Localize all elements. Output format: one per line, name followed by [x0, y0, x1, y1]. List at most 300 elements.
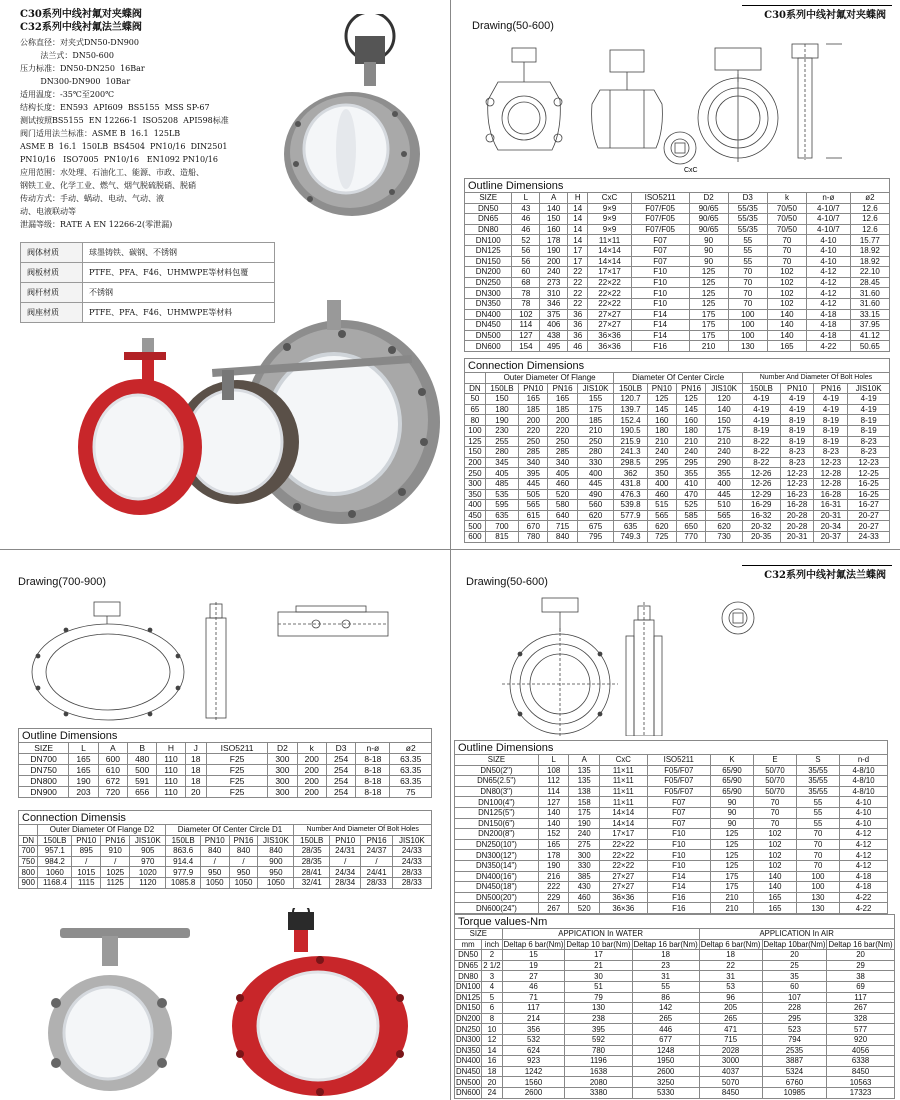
- table-cell: DN100: [456, 982, 481, 992]
- table-cell: 565: [647, 510, 676, 521]
- table-cell: 102: [753, 829, 796, 840]
- group-outer-diameter: Outer Diameter Of Flange: [485, 373, 614, 384]
- table-cell: 51: [565, 981, 632, 992]
- table-cell: 220: [519, 425, 548, 436]
- table-cell: DN500: [456, 1077, 481, 1087]
- table-row: [465, 267, 890, 278]
- table-cell: 240: [647, 447, 676, 458]
- table-cell: 485: [485, 478, 518, 489]
- table-cell: 4-12: [839, 860, 887, 871]
- table-cell: 175: [577, 404, 614, 415]
- table-cell: 1242: [502, 1066, 565, 1077]
- table-cell: F25: [206, 787, 267, 798]
- table-cell: 255: [485, 436, 518, 447]
- table-cell: 36×36: [600, 892, 648, 903]
- table-cell: 16-25: [848, 489, 890, 500]
- table-cell: 3250: [632, 1077, 699, 1088]
- table-cell: 8-23: [848, 447, 890, 458]
- table-cell: F10: [631, 298, 689, 309]
- table-cell: 142: [632, 1003, 699, 1014]
- column-header: JIS10K: [392, 835, 431, 846]
- table-cell: 200: [465, 457, 486, 468]
- table-cell: 125: [689, 267, 728, 278]
- table-cell: 135: [569, 776, 600, 787]
- table-cell: 4-19: [814, 394, 848, 405]
- table-cell: 330: [577, 457, 614, 468]
- table-cell: 8-22: [742, 447, 780, 458]
- table-cell: 125: [465, 436, 486, 447]
- table-cell: 14: [568, 214, 588, 225]
- group-water: APPICATION In WATER: [502, 929, 699, 940]
- table-cell: 14: [568, 224, 588, 235]
- table-cell: 125: [710, 829, 753, 840]
- column-header: PN16: [814, 383, 848, 394]
- column-header: L: [69, 743, 98, 754]
- table-cell: 23: [632, 960, 699, 971]
- table-cell: 55: [796, 807, 839, 818]
- table-cell: 600: [98, 754, 127, 765]
- table-row: [465, 457, 890, 468]
- table-cell: 4-12: [807, 277, 851, 288]
- table-cell: 140: [753, 871, 796, 882]
- table-cell: DN65: [455, 960, 482, 971]
- table-cell: 715: [548, 521, 577, 532]
- column-header: k: [767, 193, 806, 204]
- table-cell: 46: [512, 214, 540, 225]
- table-cell: 8-19: [814, 425, 848, 436]
- table-cell: 16-31: [814, 500, 848, 511]
- table-row: [455, 1034, 895, 1045]
- table-cell: 28/35: [294, 856, 330, 867]
- table-cell: 240: [569, 829, 600, 840]
- column-header: Deltap 16 bar(Nm): [633, 939, 698, 949]
- table-cell: 431.8: [614, 478, 647, 489]
- table-cell: 445: [577, 478, 614, 489]
- table-cell: 20: [185, 787, 206, 798]
- table-cell: 5324: [762, 1066, 827, 1077]
- table-cell: 165: [69, 765, 98, 776]
- column-header: D2: [268, 743, 297, 754]
- table-cell: 300: [268, 787, 297, 798]
- column-header: D3: [728, 193, 767, 204]
- table-cell: 36×36: [588, 341, 631, 352]
- table-cell: 300: [465, 478, 486, 489]
- table-cell: 840: [200, 846, 229, 857]
- table-cell: 16-28: [780, 500, 814, 511]
- column-header: JIS10K: [706, 383, 743, 394]
- table-cell: 14: [568, 235, 588, 246]
- table-cell: 2028: [699, 1045, 762, 1056]
- quadrant-divider-vertical: [450, 0, 451, 1100]
- table-cell: 17×17: [588, 267, 631, 278]
- table-cell: 63.35: [390, 754, 432, 765]
- table-cell: DN300(12"): [455, 850, 539, 861]
- table-row: [465, 489, 890, 500]
- table-row: [465, 245, 890, 256]
- table-cell: 650: [676, 521, 705, 532]
- table-cell: 178: [540, 235, 568, 246]
- table-cell: 70/50: [767, 214, 806, 225]
- table-cell: 41.12: [850, 330, 889, 341]
- table-cell: 28/41: [294, 867, 330, 878]
- table-row: [465, 309, 890, 320]
- material-key: 阀板材质: [21, 263, 83, 283]
- table-cell: 4-10: [839, 807, 887, 818]
- table-cell: 90/65: [689, 224, 728, 235]
- column-header: PN16: [548, 383, 577, 394]
- table-cell: 24/37: [361, 846, 392, 857]
- table-cell: 794: [762, 1034, 827, 1045]
- table-cell: 50: [465, 394, 486, 405]
- table-cell: 720: [98, 787, 127, 798]
- table-cell: 19: [502, 960, 565, 971]
- table-cell: 900: [258, 856, 294, 867]
- table-cell: 395: [565, 1024, 632, 1035]
- table-cell: 18: [185, 754, 206, 765]
- table-cell: 560: [577, 500, 614, 511]
- column-header: JIS10K: [577, 383, 614, 394]
- column-header: ISO5211: [631, 193, 689, 204]
- table-cell: F05/F07: [647, 765, 710, 776]
- column-header: PN10: [647, 383, 676, 394]
- table-cell: 240: [676, 447, 705, 458]
- table-cell: F05/F07: [647, 786, 710, 797]
- table-cell: 250: [577, 436, 614, 447]
- table-cell: 3000: [699, 1056, 762, 1067]
- table-cell: 18: [632, 950, 699, 961]
- table-cell: 24/31: [330, 846, 361, 857]
- table-cell: 840: [229, 846, 258, 857]
- table-cell: 90/65: [689, 203, 728, 214]
- outline-title: Outline Dimensions: [455, 741, 888, 755]
- valve-photo-group: [62, 292, 442, 542]
- group-outer-diameter: Outer Diameter Of Flange D2: [38, 825, 166, 836]
- table-cell: 36×36: [588, 330, 631, 341]
- table-cell: 12-28: [814, 468, 848, 479]
- valve-photo-pair: [20, 908, 440, 1096]
- table-row: [465, 415, 890, 426]
- table-cell: 100: [796, 871, 839, 882]
- table-cell: 470: [676, 489, 705, 500]
- table-cell: 139.7: [614, 404, 647, 415]
- table-cell: 210: [676, 436, 705, 447]
- table-cell: F07/F05: [631, 214, 689, 225]
- table-cell: 675: [577, 521, 614, 532]
- table-cell: 228: [762, 1003, 827, 1014]
- table-cell: 56: [512, 245, 540, 256]
- material-key: 阀杆材质: [21, 283, 83, 303]
- spec-text: 公称直径：对夹式DN50-DN900 法兰式：DN50-600 压力标准：DN50-DN250 16Bar DN300-DN900 10Bar 适用温度：-35℃至200℃ 结构长度：EN593 API609 BS5155 MSS SP-67 测试按照BS5155 EN 12266-1 ISO5208 API598标准 阀门适用法兰标准：ASME B 16.1 125LB ASME B 16.1 150LB BS4504 PN10/16 DIN2501 PN10/16 ISO7005 PN10/16 EN1092 PN10/16 应用范围：水处理、石油化工、能源、市政、造船、 钢铁工业、化学工业、燃气、烟气脱硫脱硝、脱硝 传动方式：手动、蜗动、电动、气动、液 动、电液联动等 泄漏等级：RATE A EN 12266-2(零泄漏): [20, 38, 229, 229]
- table-cell: 100: [728, 309, 767, 320]
- table-cell: 55: [728, 245, 767, 256]
- table-cell: 150: [485, 394, 518, 405]
- table-cell: 577: [827, 1024, 894, 1035]
- table-cell: 4: [482, 981, 502, 992]
- group-blank: [465, 373, 486, 384]
- table-cell: 50.65: [850, 341, 889, 352]
- column-header: JIS10K: [130, 835, 166, 846]
- table-cell: 55/35: [728, 214, 767, 225]
- table-cell: 355: [676, 468, 705, 479]
- table-row: [465, 394, 890, 405]
- table-cell: 267: [538, 903, 569, 914]
- table-cell: 70: [796, 850, 839, 861]
- table-row: [19, 776, 432, 787]
- column-header: PN16: [101, 835, 130, 846]
- table-cell: 125: [689, 298, 728, 309]
- table-cell: 700: [485, 521, 518, 532]
- table-row: [455, 1087, 895, 1098]
- table-cell: 210: [710, 892, 753, 903]
- table-cell: DN350: [465, 298, 512, 309]
- table-cell: 4-19: [848, 394, 890, 405]
- technical-drawing-c30: [470, 40, 890, 175]
- table-cell: 240: [540, 267, 568, 278]
- table-row: [19, 787, 432, 798]
- table-cell: 4-19: [742, 394, 780, 405]
- table-cell: 4-10: [839, 797, 887, 808]
- table-cell: 16-23: [780, 489, 814, 500]
- table-cell: 240: [706, 447, 743, 458]
- table-cell: F10: [647, 829, 710, 840]
- table-cell: 175: [689, 309, 728, 320]
- table-cell: 565: [519, 500, 548, 511]
- table-cell: 63.35: [390, 776, 432, 787]
- table-cell: F10: [647, 860, 710, 871]
- material-value: PTFE、PFA、F46、UHMWPE等材料包覆: [83, 263, 275, 283]
- table-cell: 480: [128, 754, 157, 765]
- table-row: [19, 765, 432, 776]
- column-header: SIZE: [465, 193, 512, 204]
- table-cell: 17×17: [600, 829, 648, 840]
- table-cell: 16-29: [742, 500, 780, 511]
- table-cell: 6: [482, 1003, 502, 1014]
- table-cell: 950: [258, 867, 294, 878]
- table-cell: /: [361, 856, 392, 867]
- table-cell: 24/34: [330, 867, 361, 878]
- table-cell: F25: [206, 754, 267, 765]
- column-header: 150LB: [614, 383, 647, 394]
- table-cell: 78: [512, 298, 540, 309]
- table-cell: 250: [548, 436, 577, 447]
- table-cell: 22×22: [588, 288, 631, 299]
- table-cell: F07: [647, 797, 710, 808]
- table-cell: 1950: [632, 1056, 699, 1067]
- table-cell: 22: [699, 960, 762, 971]
- table-cell: DN150: [456, 1003, 481, 1013]
- table-cell: 8-22: [742, 436, 780, 447]
- table-cell: 4-10: [807, 256, 851, 267]
- column-header: Deltap 10 bar(Nm): [566, 939, 631, 949]
- table-cell: 1196: [565, 1056, 632, 1067]
- table-cell: 185: [577, 415, 614, 426]
- table-cell: 8-19: [814, 415, 848, 426]
- table-cell: 37.95: [850, 320, 889, 331]
- table-cell: DN400(16"): [455, 871, 539, 882]
- table-cell: 580: [548, 500, 577, 511]
- table-cell: 90: [710, 818, 753, 829]
- column-header: A: [569, 755, 600, 766]
- table-cell: 200: [297, 754, 326, 765]
- table-cell: 222: [538, 882, 569, 893]
- table-cell: 1025: [101, 867, 130, 878]
- column-header: SIZE: [19, 743, 69, 754]
- table-cell: 180: [647, 425, 676, 436]
- table-cell: 9×9: [588, 203, 631, 214]
- table-cell: 20-34: [814, 521, 848, 532]
- column-header: A: [540, 193, 568, 204]
- table-cell: 20-32: [742, 521, 780, 532]
- table-cell: DN400: [465, 309, 512, 320]
- table-cell: 298.5: [614, 457, 647, 468]
- table-cell: 70: [767, 256, 806, 267]
- table-cell: 75: [390, 787, 432, 798]
- table-cell: 90: [689, 256, 728, 267]
- table-cell: 140: [706, 404, 743, 415]
- table-row: [455, 797, 888, 808]
- table-cell: 68: [512, 277, 540, 288]
- table-cell: 35/55: [796, 776, 839, 787]
- table-row: [455, 1024, 895, 1035]
- table-cell: 4-12: [807, 298, 851, 309]
- table-cell: 28/33: [361, 877, 392, 888]
- table-cell: 145: [647, 404, 676, 415]
- table-cell: 12-23: [780, 468, 814, 479]
- table-cell: 495: [540, 341, 568, 352]
- table-cell: 635: [485, 510, 518, 521]
- table-cell: 165: [548, 394, 577, 405]
- table-row: [465, 468, 890, 479]
- table-cell: 749.3: [614, 531, 647, 542]
- table-cell: 12.6: [850, 203, 889, 214]
- table-cell: 18: [185, 765, 206, 776]
- table-cell: F14: [631, 309, 689, 320]
- table-cell: 14×14: [600, 807, 648, 818]
- torque-title: Torque values-Nm: [455, 915, 895, 929]
- table-cell: 11×11: [600, 786, 648, 797]
- table-cell: 1015: [72, 867, 101, 878]
- table-cell: 28/35: [294, 846, 330, 857]
- table-cell: 267: [827, 1003, 894, 1014]
- table-row: [19, 867, 432, 878]
- table-cell: 125: [647, 394, 676, 405]
- table-cell: 20: [482, 1077, 502, 1088]
- table-cell: DN125(5"): [455, 807, 539, 818]
- table-cell: 4-18: [807, 320, 851, 331]
- table-cell: 22: [568, 267, 588, 278]
- table-cell: 31.60: [850, 298, 889, 309]
- table-cell: 4056: [827, 1045, 894, 1056]
- table-cell: 229: [538, 892, 569, 903]
- table-cell: F25: [206, 776, 267, 787]
- table-cell: 90: [710, 797, 753, 808]
- table-cell: 895: [72, 846, 101, 857]
- table-cell: 4-8/10: [839, 786, 887, 797]
- table-row: [465, 224, 890, 235]
- table-cell: /: [72, 856, 101, 867]
- table-cell: 900: [19, 877, 38, 888]
- table-cell: 950: [229, 867, 258, 878]
- table-cell: 265: [699, 1013, 762, 1024]
- table-row: [465, 436, 890, 447]
- table-cell: F16: [647, 892, 710, 903]
- table-cell: DN300: [465, 288, 512, 299]
- column-header: PN16: [676, 383, 705, 394]
- table-cell: 8-23: [848, 436, 890, 447]
- drawing-label: Drawing(700-900): [18, 576, 107, 588]
- table-cell: 190.5: [614, 425, 647, 436]
- table-cell: 150: [465, 447, 486, 458]
- table-cell: 190: [569, 818, 600, 829]
- table-cell: 460: [569, 892, 600, 903]
- table-cell: 125: [689, 288, 728, 299]
- table-cell: 22×22: [588, 298, 631, 309]
- table-cell: 70: [728, 267, 767, 278]
- table-cell: 4-19: [742, 404, 780, 415]
- table-cell: 200: [548, 415, 577, 426]
- table-cell: F16: [631, 341, 689, 352]
- table-cell: 138: [569, 786, 600, 797]
- table-cell: F14: [647, 871, 710, 882]
- table-cell: 96: [699, 992, 762, 1003]
- material-key: 阀体材质: [21, 243, 83, 263]
- table-cell: 155: [577, 394, 614, 405]
- table-cell: 4-10/7: [807, 203, 851, 214]
- table-cell: 592: [565, 1034, 632, 1045]
- table-cell: 210: [647, 436, 676, 447]
- table-cell: 55: [632, 981, 699, 992]
- table-cell: 600: [465, 531, 486, 542]
- table-cell: 4-18: [839, 871, 887, 882]
- table-cell: 102: [767, 267, 806, 278]
- table-cell: 395: [519, 468, 548, 479]
- table-cell: 405: [548, 468, 577, 479]
- column-header: ISO5211: [206, 743, 267, 754]
- table-cell: F10: [631, 277, 689, 288]
- table-cell: 300: [268, 754, 297, 765]
- table-cell: 18: [185, 776, 206, 787]
- table-cell: 438: [540, 330, 568, 341]
- table-cell: 230: [485, 425, 518, 436]
- table-cell: 238: [565, 1013, 632, 1024]
- table-cell: 8450: [827, 1066, 894, 1077]
- table-cell: 1050: [200, 877, 229, 888]
- table-cell: 210: [706, 436, 743, 447]
- table-cell: 2535: [762, 1045, 827, 1056]
- table-cell: 450: [465, 510, 486, 521]
- table-cell: 14: [568, 203, 588, 214]
- table-cell: F10: [631, 288, 689, 299]
- table-cell: 20-28: [780, 510, 814, 521]
- table-cell: 750: [19, 856, 38, 867]
- table-cell: 923: [502, 1056, 565, 1067]
- column-header: JIS10K: [258, 835, 294, 846]
- table-cell: 55/35: [728, 224, 767, 235]
- table-cell: 52: [512, 235, 540, 246]
- table-cell: 102: [753, 839, 796, 850]
- table-row: [465, 203, 890, 214]
- table-cell: 300: [569, 850, 600, 861]
- table-cell: 27: [502, 971, 565, 982]
- table-cell: 127: [512, 330, 540, 341]
- table-cell: 4-18: [807, 330, 851, 341]
- material-row: [21, 243, 275, 263]
- table-cell: 340: [519, 457, 548, 468]
- column-header: DN: [19, 835, 38, 846]
- table-cell: 957.1: [38, 846, 72, 857]
- table-cell: 11×11: [600, 765, 648, 776]
- table-cell: 46: [568, 341, 588, 352]
